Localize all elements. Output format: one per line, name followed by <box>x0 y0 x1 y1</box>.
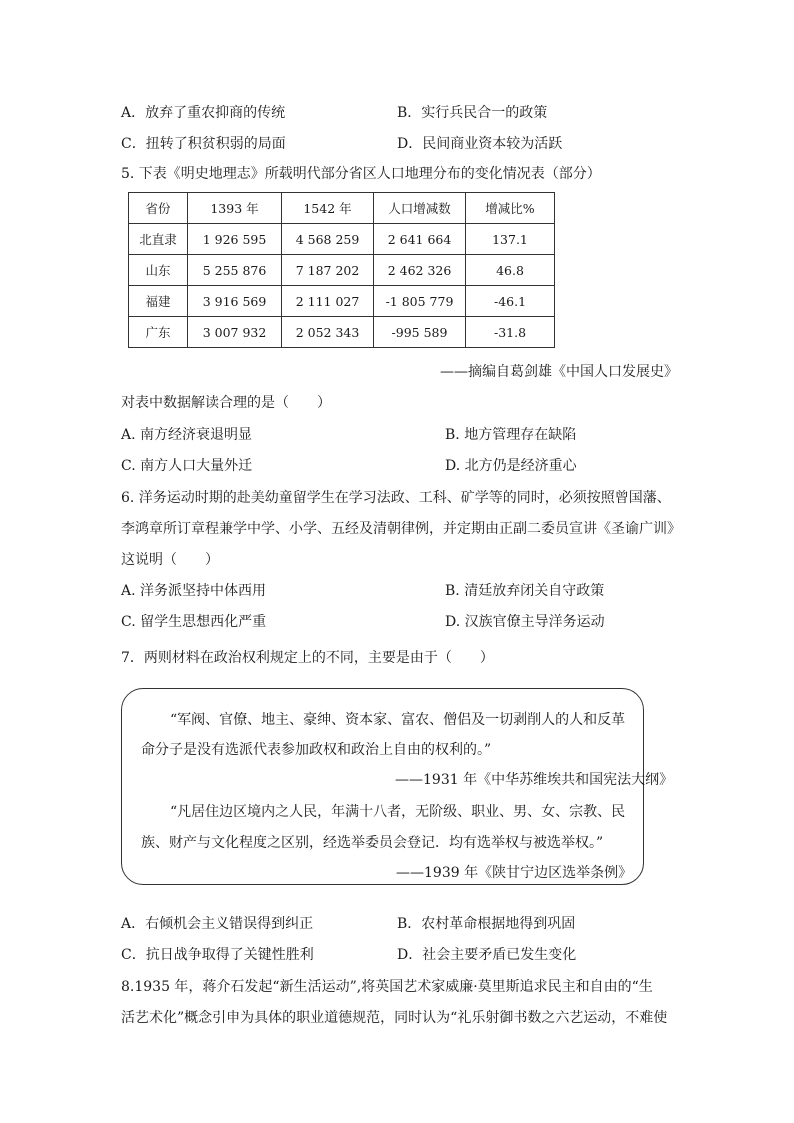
q7-option-a[interactable]: A．右倾机会主义错误得到纠正 <box>121 916 314 932</box>
q5-option-c[interactable]: C. 南方人口大量外迁 <box>121 458 253 474</box>
table-row <box>129 286 555 317</box>
q6-option-c[interactable]: C. 留学生思想西化严重 <box>121 614 267 630</box>
table-cell: 1 926 595 <box>188 224 282 255</box>
q8-stem-line2: 活艺术化”概念引申为具体的职业道德规范，同时认为“礼乐射御书数之六艺运动，不难使 <box>121 1010 668 1026</box>
population-table <box>128 192 555 348</box>
table-header-cell: 1393 年 <box>188 193 282 224</box>
table-cell: 2 462 326 <box>374 255 466 286</box>
table-row <box>129 255 555 286</box>
table-cell: 7 187 202 <box>282 255 374 286</box>
quote1-source: ——1931 年《中华苏维埃共和国宪法大纲》 <box>395 772 674 788</box>
q7-stem: 7．两则材料在政治权利规定上的不同，主要是由于（ ） <box>121 650 494 666</box>
table-row <box>129 317 555 348</box>
table-cell: 广东 <box>129 317 188 348</box>
quote2-source: ——1939 年《陕甘宁边区选举条例》 <box>396 865 633 881</box>
q5-option-a[interactable]: A. 南方经济衰退明显 <box>121 427 253 443</box>
quote2-line1: “凡居住边区境内之人民，年满十八者，无阶级、职业、男、女、宗教、民 <box>170 804 626 820</box>
table-cell: -1 805 779 <box>374 286 466 317</box>
table-cell: 北直隶 <box>129 224 188 255</box>
q5-source: ——摘编自葛剑雄《中国人口发展史》 <box>440 364 678 380</box>
q5-option-d[interactable]: D. 北方仍是经济重心 <box>445 458 577 474</box>
table-cell: 2 052 343 <box>282 317 374 348</box>
q5-question: 对表中数据解读合理的是（ ） <box>121 395 331 411</box>
q5-option-b[interactable]: B. 地方管理存在缺陷 <box>445 427 577 443</box>
q6-option-b[interactable]: B. 清廷放弃闭关自守政策 <box>445 583 605 599</box>
table-cell: 5 255 876 <box>188 255 282 286</box>
table-cell: -46.1 <box>466 286 555 317</box>
q4-option-d[interactable]: D．民间商业资本较为活跃 <box>397 136 563 152</box>
table-cell: 山东 <box>129 255 188 286</box>
q4-option-a[interactable]: A．放弃了重农抑商的传统 <box>121 105 286 121</box>
table-cell: 4 568 259 <box>282 224 374 255</box>
q6-stem-line3: 这说明（ ） <box>121 552 219 568</box>
q7-option-d[interactable]: D．社会主要矛盾已发生变化 <box>397 947 577 963</box>
table-header-row <box>129 193 555 224</box>
table-row <box>129 224 555 255</box>
table-header-cell: 增减比% <box>466 193 555 224</box>
table-header-cell: 1542 年 <box>282 193 374 224</box>
q6-stem-line2: 李鸿章所订章程兼学中学、小学、五经及清朝律例，并定期由正副二委员宣讲《圣谕广训》 <box>121 521 681 537</box>
q4-option-b[interactable]: B．实行兵民合一的政策 <box>397 105 548 121</box>
quote1-line1: “军阀、官僚、地主、豪绅、资本家、富农、僧侣及一切剥削人的人和反革 <box>170 712 626 728</box>
q6-option-a[interactable]: A. 洋务派坚持中体西用 <box>121 583 267 599</box>
table-cell: 3 916 569 <box>188 286 282 317</box>
q6-stem-line1: 6. 洋务运动时期的赴美幼童留学生在学习法政、工科、矿学等的同时，必须按照曾国藩、 <box>121 490 671 506</box>
table-cell: 3 007 932 <box>188 317 282 348</box>
table-cell: 福建 <box>129 286 188 317</box>
table-cell: 46.8 <box>466 255 555 286</box>
quote2-line2: 族、财产与文化程度之区别，经选举委员会登记．均有选举权与被选举权。” <box>141 835 604 851</box>
q7-option-b[interactable]: B．农村革命根据地得到巩固 <box>397 916 576 932</box>
table-cell: 2 111 027 <box>282 286 374 317</box>
table-header-cell: 人口增减数 <box>374 193 466 224</box>
table-cell: 2 641 664 <box>374 224 466 255</box>
table-cell: -995 589 <box>374 317 466 348</box>
q5-stem: 5. 下表《明史地理志》所载明代部分省区人口地理分布的变化情况表（部分） <box>121 166 601 182</box>
table-cell: 137.1 <box>466 224 555 255</box>
table-cell: -31.8 <box>466 317 555 348</box>
table-header-cell: 省份 <box>129 193 188 224</box>
q6-option-d[interactable]: D. 汉族官僚主导洋务运动 <box>445 614 605 630</box>
q8-stem-line1: 8.1935 年，蒋介石发起“新生活运动”,将英国艺术家威廉·莫里斯追求民主和自由的“生 <box>121 979 653 995</box>
q4-option-c[interactable]: C．扭转了积贫积弱的局面 <box>121 136 286 152</box>
q7-option-c[interactable]: C．抗日战争取得了关键性胜利 <box>121 947 314 963</box>
quote1-line2: 命分子是没有选派代表参加政权和政治上自由的权利的。” <box>141 742 492 758</box>
